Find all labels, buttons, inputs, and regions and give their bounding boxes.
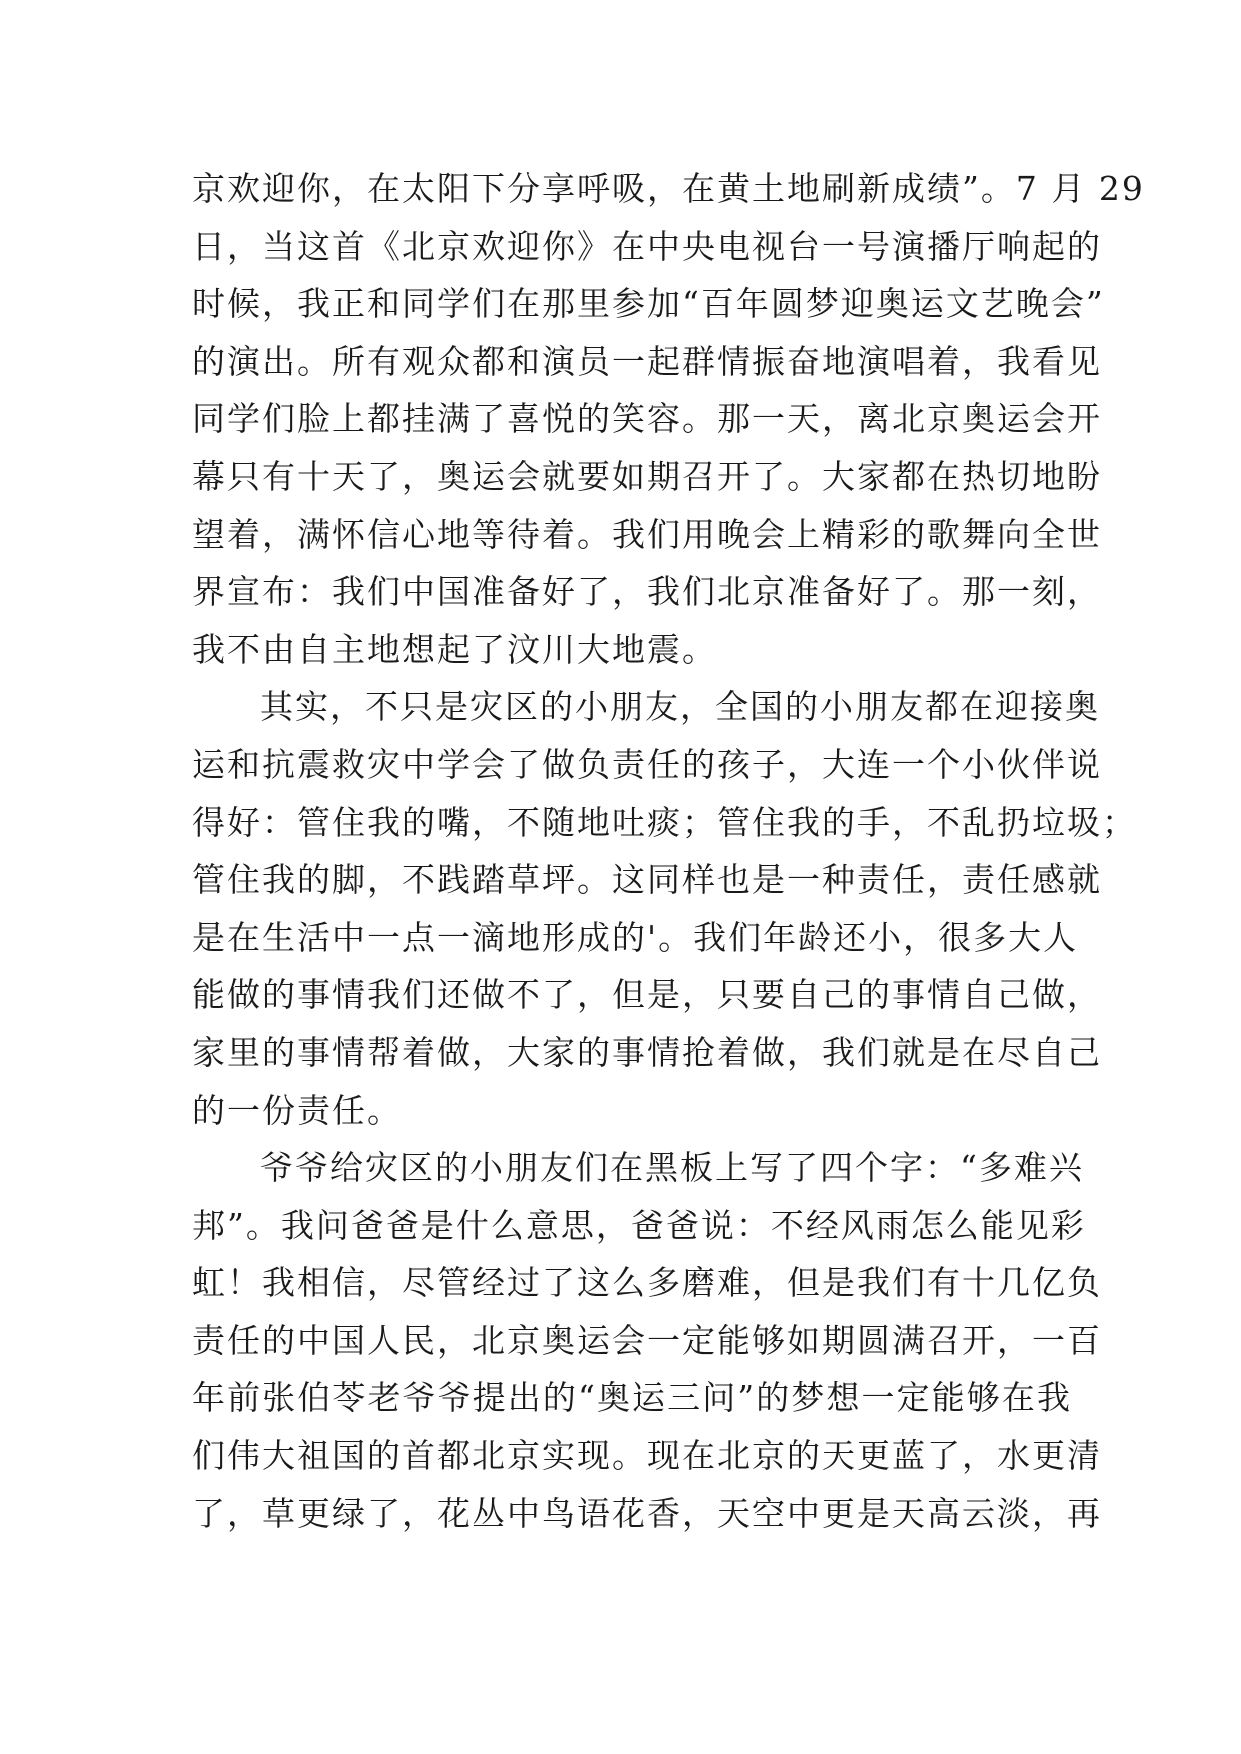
text-line: 责任的中国人民，北京奥运会一定能够如期圆满召开，一百 (192, 1320, 1102, 1360)
text-line: 我不由自主地想起了汶川大地震。 (192, 629, 717, 669)
text-line: 年前张伯苓老爷爷提出的“奥运三问”的梦想一定能够在我 (192, 1378, 1072, 1418)
body-text (192, 160, 1145, 1542)
text-line: 的一份责任。 (192, 1090, 402, 1130)
text-line: 界宣布：我们中国准备好了，我们北京准备好了。那一刻， (192, 572, 1102, 612)
text-line: 家里的事情帮着做，大家的事情抢着做，我们就是在尽自己 (192, 1032, 1102, 1072)
text-line: 望着，满怀信心地等待着。我们用晚会上精彩的歌舞向全世 (192, 514, 1102, 554)
text-line: 运和抗震救灾中学会了做负责任的孩子，大连一个小伙伴说 (192, 744, 1102, 784)
text-line: 其实，不只是灾区的小朋友，全国的小朋友都在迎接奥 (260, 687, 1100, 727)
text-line: 虹！我相信，尽管经过了这么多磨难，但是我们有十几亿负 (192, 1263, 1102, 1303)
text-line: 邦”。我问爸爸是什么意思，爸爸说：不经风雨怎么能见彩 (192, 1205, 1086, 1245)
text-line: 爷爷给灾区的小朋友们在黑板上写了四个字：“多难兴 (260, 1148, 1084, 1188)
text-line: 的演出。所有观众都和演员一起群情振奋地演唱着，我看见 (192, 341, 1102, 381)
text-line: 管住我的脚，不践踏草坪。这同样也是一种责任，责任感就 (192, 860, 1102, 900)
text-line: 得好：管住我的嘴，不随地吐痰；管住我的手，不乱扔垃圾； (192, 802, 1137, 842)
text-line: 了，草更绿了，花丛中鸟语花香，天空中更是天高云淡，再 (192, 1493, 1102, 1533)
text-line: 京欢迎你，在太阳下分享呼吸，在黄土地刷新成绩”。7 月 29 (192, 169, 1145, 208)
text-line: 日，当这首《北京欢迎你》在中央电视台一号演播厅响起的 (192, 226, 1102, 266)
text-line: 能做的事情我们还做不了，但是，只要自己的事情自己做， (192, 975, 1102, 1015)
text-line: 幕只有十天了，奥运会就要如期召开了。大家都在热切地盼 (192, 456, 1102, 496)
text-line: 们伟大祖国的首都北京实现。现在北京的天更蓝了，水更清 (192, 1436, 1102, 1476)
text-line: 同学们脸上都挂满了喜悦的笑容。那一天，离北京奥运会开 (192, 399, 1102, 439)
text-line: 时候，我正和同学们在那里参加“百年圆梦迎奥运文艺晚会” (192, 284, 1105, 324)
text-line: 是在生活中一点一滴地形成的'。我们年龄还小，很多大人 (192, 917, 1079, 957)
